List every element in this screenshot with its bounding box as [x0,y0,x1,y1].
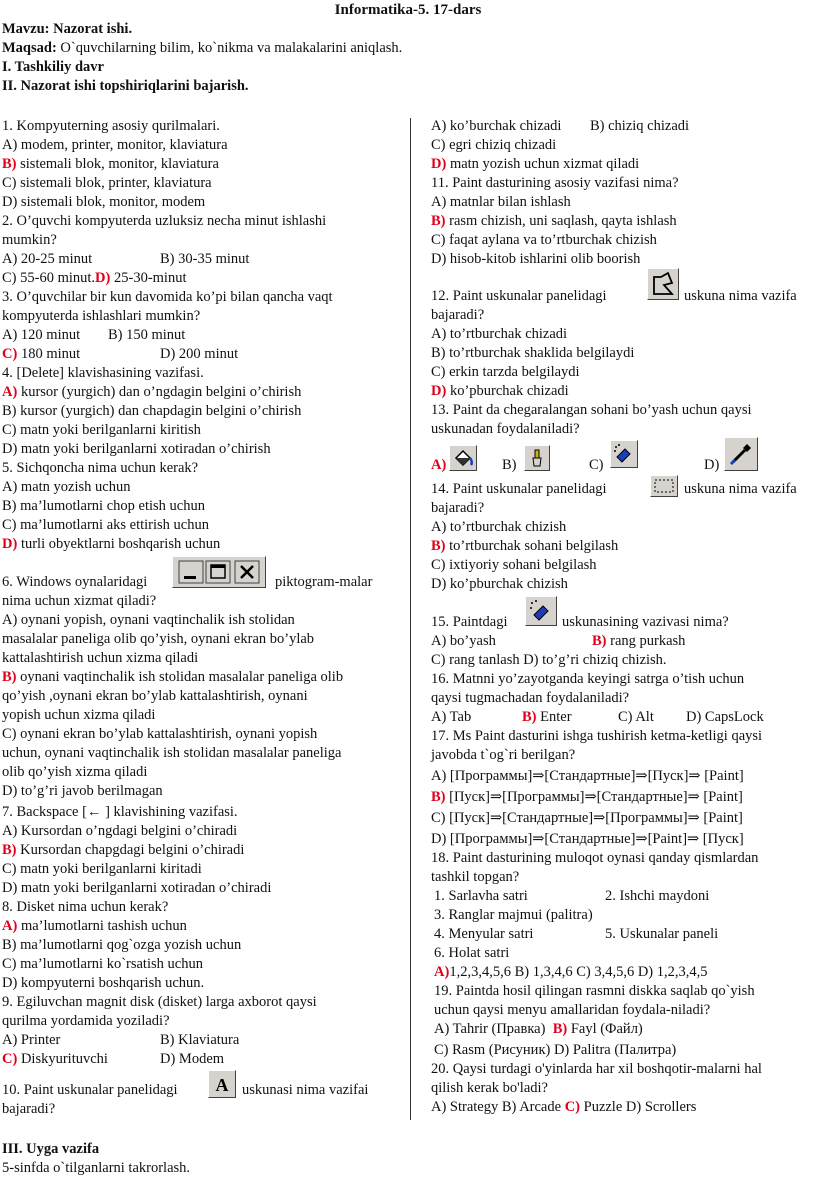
question-7: 7. Backspace [← ] klavishining vazifasi. [2,804,238,820]
q13-option-c: C) [589,457,604,473]
q16-option-b: B) Enter [522,709,572,725]
q17-option-a: A) [Программы]⇒[Стандартные]⇒[Пуск]⇒ [Paint] [431,768,744,784]
question-19-cont: uchun qaysi menyu amallaridan foydala-niladi? [434,1002,711,1018]
question-8: 8. Disket nima uchun kerak? [2,899,169,915]
q15-option-b: B) rang purkash [592,633,686,649]
question-2: 2. O’quvchi kompyuterda uzluksiz necha minut ishlashi [2,213,327,229]
question-9-cont: qurilma yordamida yoziladi? [2,1013,170,1029]
q8-option-d: D) kompyuterni boshqarish uchun. [2,975,205,991]
topic-line: Mavzu: Nazorat ishi. [2,21,133,37]
q6-option-d: D) to’g’ri javob berilmagan [2,783,163,799]
q10-option-c: C) egri chiziq chizadi [431,137,557,153]
q8-option-a: A) ma’lumotlarni tashish uchun [2,918,187,934]
question-12-cont: uskuna nima vazifa [684,288,797,304]
q6-option-b-line3: yopish uchun xizma qiladi [2,707,156,723]
airbrush-icon [610,440,638,468]
q16-option-a: A) Tab [431,709,472,725]
question-12: 12. Paint uskunalar panelidagi [431,288,607,304]
color-picker-icon [724,437,758,471]
q11-option-b: B) rasm chizish, uni saqlash, qayta ishlash [431,213,677,229]
fill-bucket-icon [449,445,477,471]
q1-option-a: A) modem, printer, monitor, klaviatura [2,137,228,153]
q6-option-b: B) oynani vaqtinchalik ish stolidan masalalar paneliga olib [2,669,344,685]
question-3: 3. O’quvchilar bir kun davomida ko’pi bilan qancha vaqt [2,289,333,305]
q6-option-b-line2: qo’yish ,oynani ekran bo’ylab kattalashtirish, oynani [2,688,308,704]
q14-option-c: C) ixtiyoriy sohani belgilash [431,557,597,573]
homework-text: 5-sinfda o`tilganlarni takrorlash. [2,1160,191,1176]
goal-line: Maqsad: O`quvchilarning bilim, ko`nikma va malakalarini aniqlash. [2,40,403,56]
q5-option-b: B) ma’lumotlarni chop etish uchun [2,498,205,514]
q18-item-4: 4. Menyular satri [434,926,534,942]
text-tool-icon [208,1070,236,1098]
question-17: 17. Ms Paint dasturini ishga tushirish ketma-ketligi qaysi [431,728,763,744]
question-4: 4. [Delete] klavishasining vazifasi. [2,365,204,381]
question-1: 1. Kompyuterning asosiy qurilmalari. [2,118,220,134]
q4-option-a: A) kursor (yurgich) dan o’ngdagin belgini o’chirish [2,384,302,400]
q13-option-a: A) [431,457,447,473]
question-6-cont: piktogram-malar [275,574,373,590]
q18-item-1: 1. Sarlavha satri [434,888,528,904]
question-19: 19. Paintda hosil qilingan rasmni diskka saqlab qo`yish [434,983,755,999]
q11-option-d: D) hisob-kitob ishlarini olib boorish [431,251,641,267]
q18-item-5: 5. Uskunalar paneli [605,926,719,942]
question-13: 13. Paint da chegaralangan sohani bo’yash uchun qaysi [431,402,752,418]
q18-options: A)1,2,3,4,5,6 B) 1,3,4,6 C) 3,4,5,6 D) 1,2,3,4,5 [434,964,708,980]
q6-option-a-line3: kattalashtirish uchun xizma qiladi [2,650,199,666]
q14-option-a: A) to’rtburchak chizish [431,519,567,535]
q5-option-c: C) ma’lumotlarni aks ettirish uchun [2,517,209,533]
left-arrow-icon: ← [86,804,102,820]
q9-option-b: B) Klaviatura [160,1032,240,1048]
window-control-buttons-icon [172,556,266,588]
q1-option-d: D) sistemali blok, monitor, modem [2,194,206,210]
rect-select-icon [650,475,678,497]
text-tool-letter: A [215,1075,229,1095]
q18-item-2: 2. Ishchi maydoni [605,888,710,904]
q1-option-c: C) sistemali blok, printer, klaviatura [2,175,212,191]
question-16: 16. Matnni yo’zayotganda keyingi satrga o’tish uchun [431,671,745,687]
question-11: 11. Paint dasturining asosiy vazifasi nima? [431,175,679,191]
page-title: Informatika-5. 17-dars [334,2,482,18]
q19-option-ab: A) Tahrir (Правка) B) Fayl (Файл) [434,1021,643,1037]
q12-option-b: B) to’rtburchak shaklida belgilaydi [431,345,635,361]
q6-option-a: A) oynani yopish, oynani vaqtinchalik ish stolidan [2,612,295,628]
q3-option-a: A) 120 minut [2,327,81,343]
q5-option-a: A) matn yozish uchun [2,479,131,495]
column-divider [410,118,411,1120]
q8-option-b: B) ma’lumotlarni qog`ozga yozish uchun [2,937,242,953]
homework-heading: III. Uyga vazifa [2,1141,100,1157]
q11-option-c: C) faqat aylana va to’rtburchak chizish [431,232,657,248]
q6-option-c-line3: olib qo’yish xizma qiladi [2,764,148,780]
question-9: 9. Egiluvchan magnit disk (disket) larga axborot qaysi [2,994,317,1010]
question-12-line2: bajaradi? [431,307,485,323]
question-10: 10. Paint uskunalar panelidagi [2,1082,178,1098]
q20-options: A) Strategy B) Arcade C) Puzzle D) Scrollers [431,1099,697,1115]
q9-option-a: A) Printer [2,1032,61,1048]
q13-option-d: D) [704,457,720,473]
question-17-cont: javobda t`og`ri berilgan? [431,747,576,763]
q6-option-c: C) oynani ekran bo’ylab kattalashtirish, oynani yopish [2,726,318,742]
q4-option-d: D) matn yoki berilganlarni xotiradan o’chirish [2,441,271,457]
q18-item-3: 3. Ranglar majmui (palitra) [434,907,593,923]
question-14-line2: bajaradi? [431,500,485,516]
q2-option-a: A) 20-25 minut [2,251,93,267]
question-15-cont: uskunasining vazivasi nima? [562,614,729,630]
q2-option-cd: C) 55-60 minut.D) 25-30-minut [2,270,187,286]
question-10-cont: uskunasi nima vazifai [242,1082,369,1098]
question-14: 14. Paint uskunalar panelidagi [431,481,607,497]
q9-option-d: D) Modem [160,1051,225,1067]
q16-option-c: C) Alt [618,709,654,725]
q10-option-b: B) chiziq chizadi [590,118,690,134]
question-13-cont: uskunadan foydalaniladi? [431,421,580,437]
q6-option-c-line2: uchun, oynani vaqtinchalik ish stolidan masalalar paneliga [2,745,342,761]
q10-option-d: D) matn yozish uchun xizmat qiladi [431,156,640,172]
q6-option-a-line2: masalalar paneliga olib qo’yish, oynani ekran bo’ylab [2,631,315,647]
q15-option-a: A) bo’yash [431,633,496,649]
question-18: 18. Paint dasturining muloqot oynasi qanday qismlardan [431,850,759,866]
q10-option-a: A) ko’burchak chizadi [431,118,562,134]
question-3-cont: kompyuterda ishlashlari mumkin? [2,308,201,324]
q9-option-c: C) Diskyurituvchi [2,1051,108,1067]
q14-option-d: D) ko’pburchak chizish [431,576,568,592]
q7-option-a: A) Kursordan o’ngdagi belgini o’chiradi [2,823,238,839]
question-18-cont: tashkil topgan? [431,869,520,885]
q17-option-b: B) [Пуск]⇒[Программы]⇒[Стандартные]⇒ [Paint] [431,789,743,805]
q16-option-d: D) CapsLock [686,709,764,725]
q15-option-cd: C) rang tanlash D) to’g’ri chiziq chizish. [431,652,667,668]
q1-option-b: B) sistemali blok, monitor, klaviatura [2,156,219,172]
q17-option-d: D) [Программы]⇒[Стандартные]⇒[Paint]⇒ [Пуск] [431,831,744,847]
q12-option-c: C) erkin tarzda belgilaydi [431,364,580,380]
q18-item-6: 6. Holat satri [434,945,510,961]
q5-option-d: D) turli obyektlarni boshqarish uchun [2,536,221,552]
question-16-cont: qaysi tugmachadan foydalaniladi? [431,690,630,706]
brush-icon [524,445,550,471]
q12-option-a: A) to’rtburchak chizadi [431,326,568,342]
q3-option-d: D) 200 minut [160,346,239,362]
airbrush-tool-icon [525,596,557,626]
q7-option-c: C) matn yoki berilganlarni kiritadi [2,861,202,877]
stage-heading-1: I. Tashkiliy davr [2,59,104,75]
q4-option-c: C) matn yoki berilganlarni kiritish [2,422,201,438]
q13-option-b: B) [502,457,517,473]
q3-option-b: B) 150 minut [108,327,186,343]
q7-option-b: B) Kursordan chapgdagi belgini o’chiradi [2,842,245,858]
question-15: 15. Paintdagi [431,614,508,630]
q8-option-c: C) ma’lumotlarni ko`rsatish uchun [2,956,203,972]
q2-option-b: B) 30-35 minut [160,251,250,267]
q14-option-b: B) to’rtburchak sohani belgilash [431,538,619,554]
question-20-cont: qilish kerak bo'ladi? [431,1080,548,1096]
question-6: 6. Windows oynalaridagi [2,574,148,590]
q7-option-d: D) matn yoki berilganlarni xotiradan o’chiradi [2,880,272,896]
question-5: 5. Sichqoncha nima uchun kerak? [2,460,199,476]
q4-option-b: B) kursor (yurgich) dan chapdagin belgini o’chirish [2,403,302,419]
question-2-cont: mumkin? [2,232,57,248]
q3-option-c: C) 180 minut [2,346,81,362]
q17-option-c: C) [Пуск]⇒[Стандартные]⇒[Программы]⇒ [Paint] [431,810,743,826]
question-20: 20. Qaysi turdagi o'yinlarda har xil boshqotir-malarni hal [431,1061,762,1077]
q12-option-d: D) ko’pburchak chizadi [431,383,569,399]
question-6-line2: nima uchun xizmat qiladi? [2,593,157,609]
stage-heading-2: II. Nazorat ishi topshiriqlarini bajarish. [2,78,249,94]
polygon-tool-icon [647,268,679,300]
question-14-cont: uskuna nima vazifa [684,481,797,497]
question-10-line2: bajaradi? [2,1101,56,1117]
q19-option-cd: C) Rasm (Рисуник) D) Palitra (Палитра) [434,1042,677,1058]
q11-option-a: A) matnlar bilan ishlash [431,194,571,210]
